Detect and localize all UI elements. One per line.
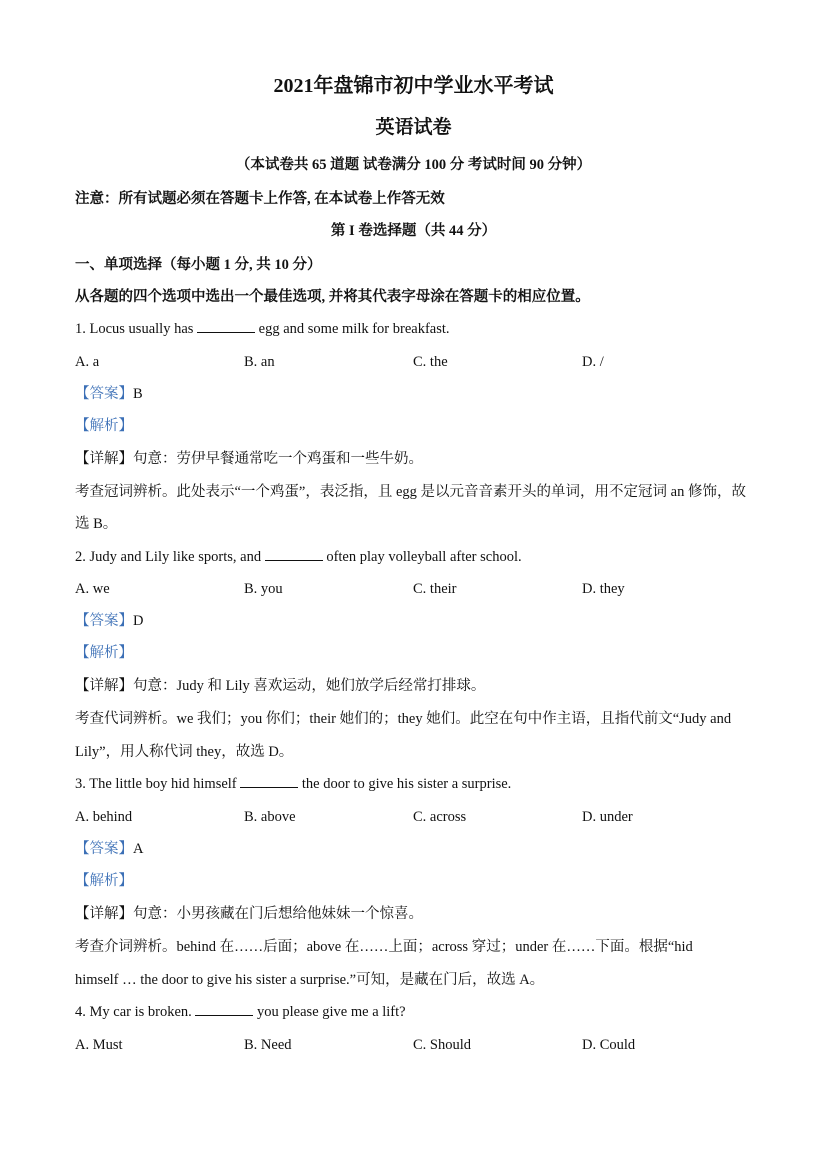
question-1-analysis-label: 【解析】 — [75, 418, 133, 434]
option-a: A. we — [75, 581, 110, 597]
question-2-stem — [75, 547, 522, 567]
question-stem-text: the door to give his sister a surprise. — [298, 776, 512, 792]
option-c: C. Should — [413, 1037, 472, 1053]
exam-title: 2021年盘锦市初中学业水平考试 — [273, 75, 554, 97]
answer-blank — [195, 1002, 253, 1016]
question-2-detail — [75, 676, 485, 696]
detail-text: 句意：Judy 和 Lily 喜欢运动，她们放学后经常打排球。 — [133, 678, 486, 694]
option-a: A. Must — [75, 1037, 123, 1053]
question-3-explanation-line-1: 考查介词辨析。behind 在……后面；above 在……上面；across 穿过；under 在……下面。根据“hid — [75, 939, 693, 955]
question-1-answer — [75, 384, 143, 404]
question-3-analysis-label: 【解析】 — [75, 873, 133, 889]
detail-label: 【详解】 — [75, 906, 133, 922]
notice: 注意：所有试题必须在答题卡上作答, 在本试卷上作答无效 — [75, 191, 445, 207]
question-stem-text: egg and some milk for breakfast. — [255, 321, 450, 337]
question-stem-text: 4. My car is broken. — [75, 1004, 196, 1020]
option-b: B. above — [244, 809, 296, 825]
answer-blank — [197, 319, 255, 333]
question-3-detail — [75, 904, 423, 924]
option-d: D. they — [582, 581, 625, 597]
option-d: D. Could — [582, 1037, 636, 1053]
question-2-answer — [75, 611, 143, 631]
part-heading: 第 I 卷选择题（共 44 分） — [330, 223, 497, 239]
option-c: C. across — [413, 809, 467, 825]
detail-text: 句意：小男孩藏在门后想给他妹妹一个惊喜。 — [133, 906, 423, 922]
option-b: B. you — [244, 581, 283, 597]
answer-label: 【答案】 — [75, 386, 133, 402]
question-2-analysis-label: 【解析】 — [75, 645, 133, 661]
detail-label: 【详解】 — [75, 678, 133, 694]
question-stem-text: 1. Locus usually has — [75, 321, 198, 337]
answer-value: A — [133, 841, 144, 857]
question-1-detail — [75, 449, 423, 469]
question-4-stem — [75, 1002, 406, 1022]
question-2-explanation-line-2: Lily”，用人称代词 they，故选 D。 — [75, 744, 294, 760]
answer-value: D — [133, 613, 144, 629]
detail-text: 句意：劳伊早餐通常吃一个鸡蛋和一些牛奶。 — [133, 451, 423, 467]
instruction: 从各题的四个选项中选出一个最佳选项, 并将其代表字母涂在答题卡的相应位置。 — [75, 289, 590, 305]
answer-label: 【答案】 — [75, 841, 133, 857]
exam-subtitle: 英语试卷 — [375, 117, 452, 138]
answer-label: 【答案】 — [75, 613, 133, 629]
option-a: A. behind — [75, 809, 133, 825]
answer-blank — [265, 547, 323, 561]
question-1-explanation-line-1: 考查冠词辨析。此处表示“一个鸡蛋”，表泛指，且 egg 是以元音音素开头的单词，用不定冠词 an 修饰，故 — [75, 484, 746, 500]
option-c: C. their — [413, 581, 457, 597]
option-d: D. under — [582, 809, 633, 825]
answer-value: B — [133, 386, 143, 402]
option-b: B. Need — [244, 1037, 292, 1053]
answer-blank — [240, 774, 298, 788]
option-d: D. / — [582, 354, 604, 370]
option-b: B. an — [244, 354, 275, 370]
question-1-stem — [75, 319, 450, 339]
section-heading: 一、单项选择（每小题 1 分, 共 10 分） — [75, 257, 322, 273]
question-1-explanation-line-2: 选 B。 — [75, 516, 118, 532]
question-3-stem — [75, 774, 511, 794]
question-3-explanation-line-2: himself … the door to give his sister a surprise.”可知，是藏在门后，故选 A。 — [75, 972, 545, 988]
question-stem-text: 3. The little boy hid himself — [75, 776, 241, 792]
question-stem-text: often play volleyball after school. — [322, 549, 522, 565]
option-a: A. a — [75, 354, 100, 370]
question-stem-text: you please give me a lift? — [253, 1004, 406, 1020]
detail-label: 【详解】 — [75, 451, 133, 467]
question-stem-text: 2. Judy and Lily like sports, and — [75, 549, 265, 565]
question-3-answer — [75, 839, 143, 859]
question-2-explanation-line-1: 考查代词辨析。we 我们；you 你们；their 她们的；they 她们。此空在句中作主语，且指代前文“Judy and — [75, 711, 732, 727]
exam-info: （本试卷共 65 道题 试卷满分 100 分 考试时间 90 分钟） — [235, 157, 592, 173]
option-c: C. the — [413, 354, 448, 370]
